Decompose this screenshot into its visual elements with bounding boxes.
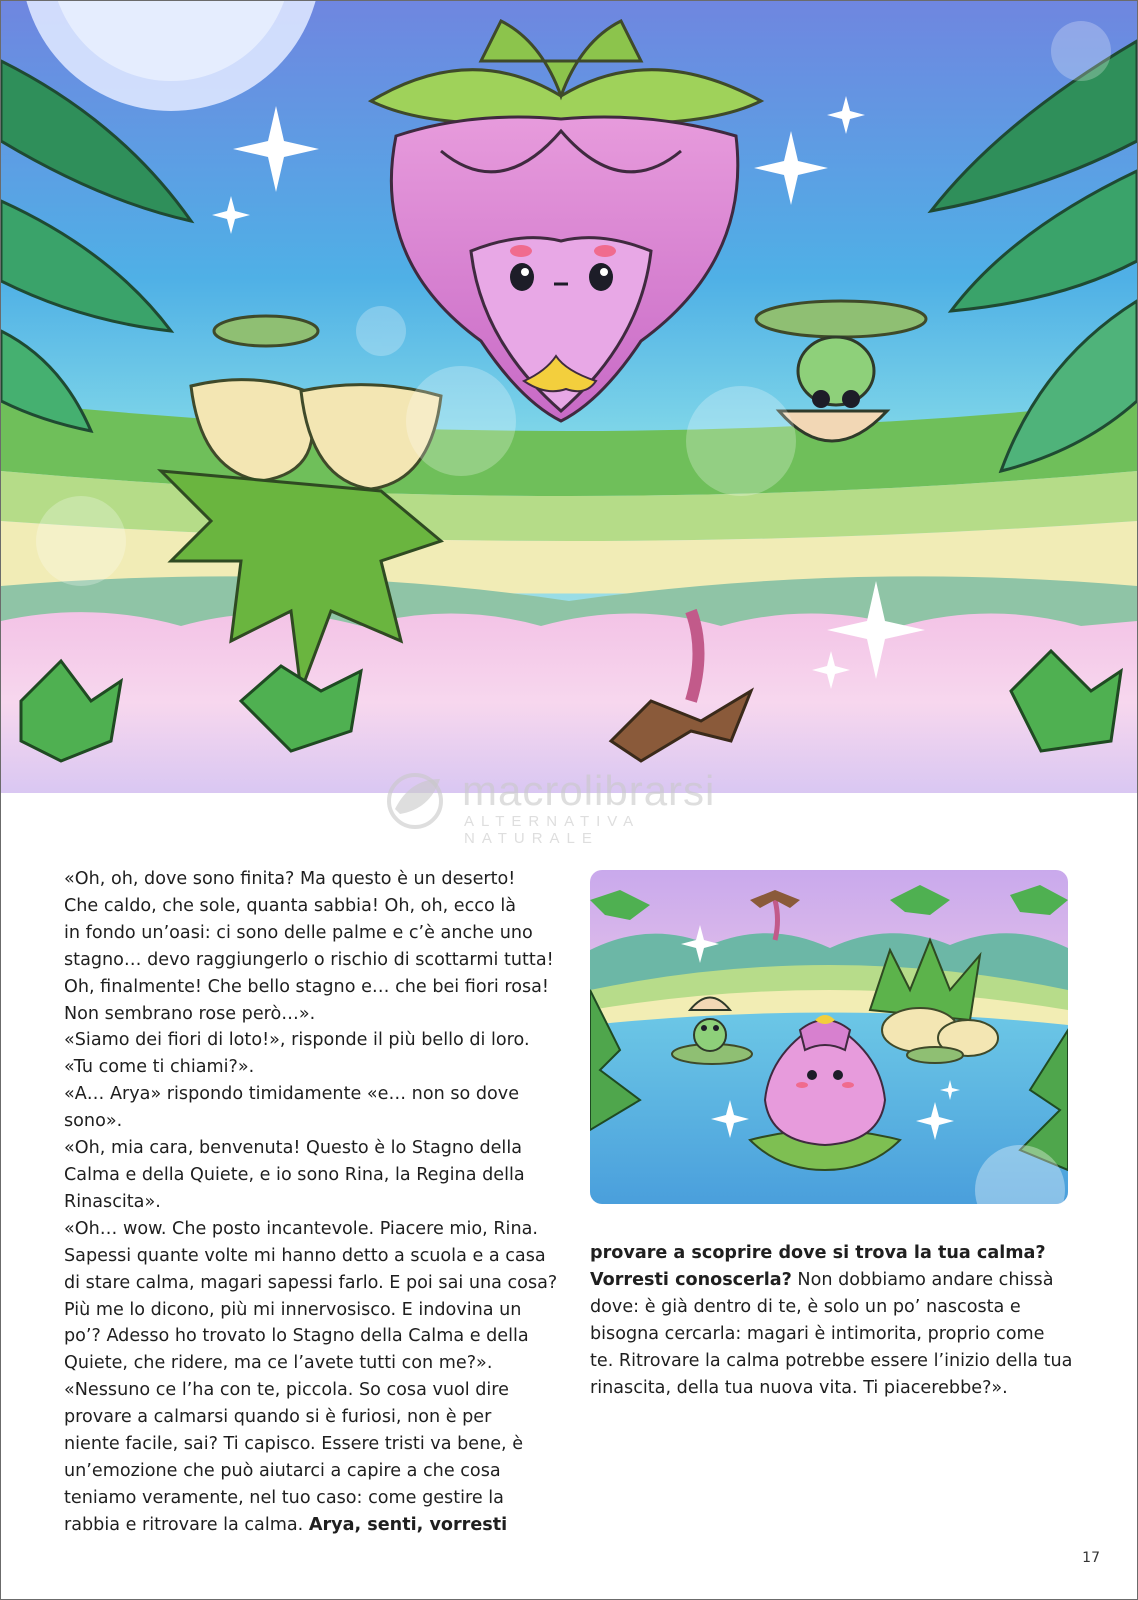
story-line: bisogna cercarla: magari è intimorita, proprio come: [590, 1323, 1045, 1344]
story-text-right: [590, 1240, 1073, 1401]
story-text-bold: Vorresti conoscerla?: [590, 1269, 792, 1290]
story-line: niente facile, sai? Ti capisco. Essere tristi va bene, è: [64, 1434, 524, 1455]
story-line: te. Ritrovare la calma potrebbe essere l’inizio della tua: [590, 1350, 1073, 1371]
story-line: rinascita, della tua nuova vita. Ti piacerebbe?».: [590, 1377, 1008, 1398]
upside-down-pond-scene: [1, 1, 1137, 793]
watermark-brand: macrolibrarsi: [462, 767, 716, 814]
watermark-tagline: ALTERNATIVA NATURALE: [464, 813, 640, 847]
story-line: di stare calma, magari sapessi farlo. E poi sai una cosa?: [64, 1272, 558, 1293]
story-line: teniamo veramente, nel tuo caso: come gestire la: [64, 1487, 504, 1508]
story-line: sono».: [64, 1111, 123, 1132]
story-line: «Oh… wow. Che posto incantevole. Piacere mio, Rina.: [64, 1218, 538, 1239]
story-line: Rinascita».: [64, 1191, 161, 1212]
story-line: Sapessi quante volte mi hanno detto a scuola e a casa: [64, 1245, 546, 1266]
story-line: un’emozione che può aiutarci a capire a che cosa: [64, 1460, 501, 1481]
story-line: Quiete, che ridere, ma ce l’avete tutti con me?».: [64, 1353, 493, 1374]
story-text-bold: provare a scoprire dove si trova la tua calma?: [590, 1243, 1046, 1263]
pond-illustration: [590, 870, 1068, 1204]
story-line: Che caldo, che sole, quanta sabbia! Oh, oh, ecco là: [64, 895, 516, 916]
lily-pad: [214, 316, 318, 346]
story-line: stagno… devo raggiungerlo o rischio di scottarmi tutta!: [64, 949, 554, 970]
story-line: [590, 1240, 1070, 1267]
story-text-plain: rabbia e ritrovare la calma.: [64, 1514, 309, 1535]
story-line: po’? Adesso ho trovato lo Stagno della Calma e della: [64, 1326, 529, 1347]
story-line: Calma e della Quiete, e io sono Rina, la Regina della: [64, 1164, 525, 1185]
story-line: Oh, finalmente! Che bello stagno e… che bei fiori rosa!: [64, 976, 549, 997]
story-line: provare a calmarsi quando si è furiosi, non è per: [64, 1407, 492, 1428]
story-line: «Oh, mia cara, benvenuta! Questo è lo Stagno della: [64, 1138, 522, 1159]
story-text-left: [64, 866, 558, 1539]
story-line: Non sembrano rose però…».: [64, 1003, 316, 1024]
story-line: «Nessuno ce l’ha con te, piccola. So cosa vuol dire: [64, 1380, 509, 1401]
story-line: «Tu come ti chiami?».: [64, 1057, 255, 1078]
story-text-plain: Non dobbiamo andare chissà: [791, 1269, 1054, 1290]
hero-illustration: [1, 1, 1137, 793]
story-line-last: [64, 1512, 524, 1539]
story-line: Più me lo dicono, più mi innervosisco. E indovina un: [64, 1299, 522, 1320]
story-text-bold: Arya, senti, vorresti: [308, 1514, 508, 1535]
story-line: [590, 1267, 1070, 1294]
page-number: 17: [1082, 1550, 1100, 1566]
story-line: «Oh, oh, dove sono finita? Ma questo è un deserto!: [64, 869, 516, 889]
story-line: «A… Arya» rispondo timidamente «e… non so dove: [64, 1084, 520, 1105]
story-line: in fondo un’oasi: ci sono delle palme e c’è anche uno: [64, 922, 533, 943]
leaf-logo-icon: [380, 769, 450, 829]
story-line: dove: è già dentro di te, è solo un po’ nascosta e: [590, 1296, 1021, 1317]
lily-pad: [756, 301, 926, 337]
lotus-pond-scene: [590, 870, 1068, 1204]
story-line: «Siamo dei fiori di loto!», risponde il più bello di loro.: [64, 1030, 530, 1051]
watermark: [380, 765, 780, 847]
